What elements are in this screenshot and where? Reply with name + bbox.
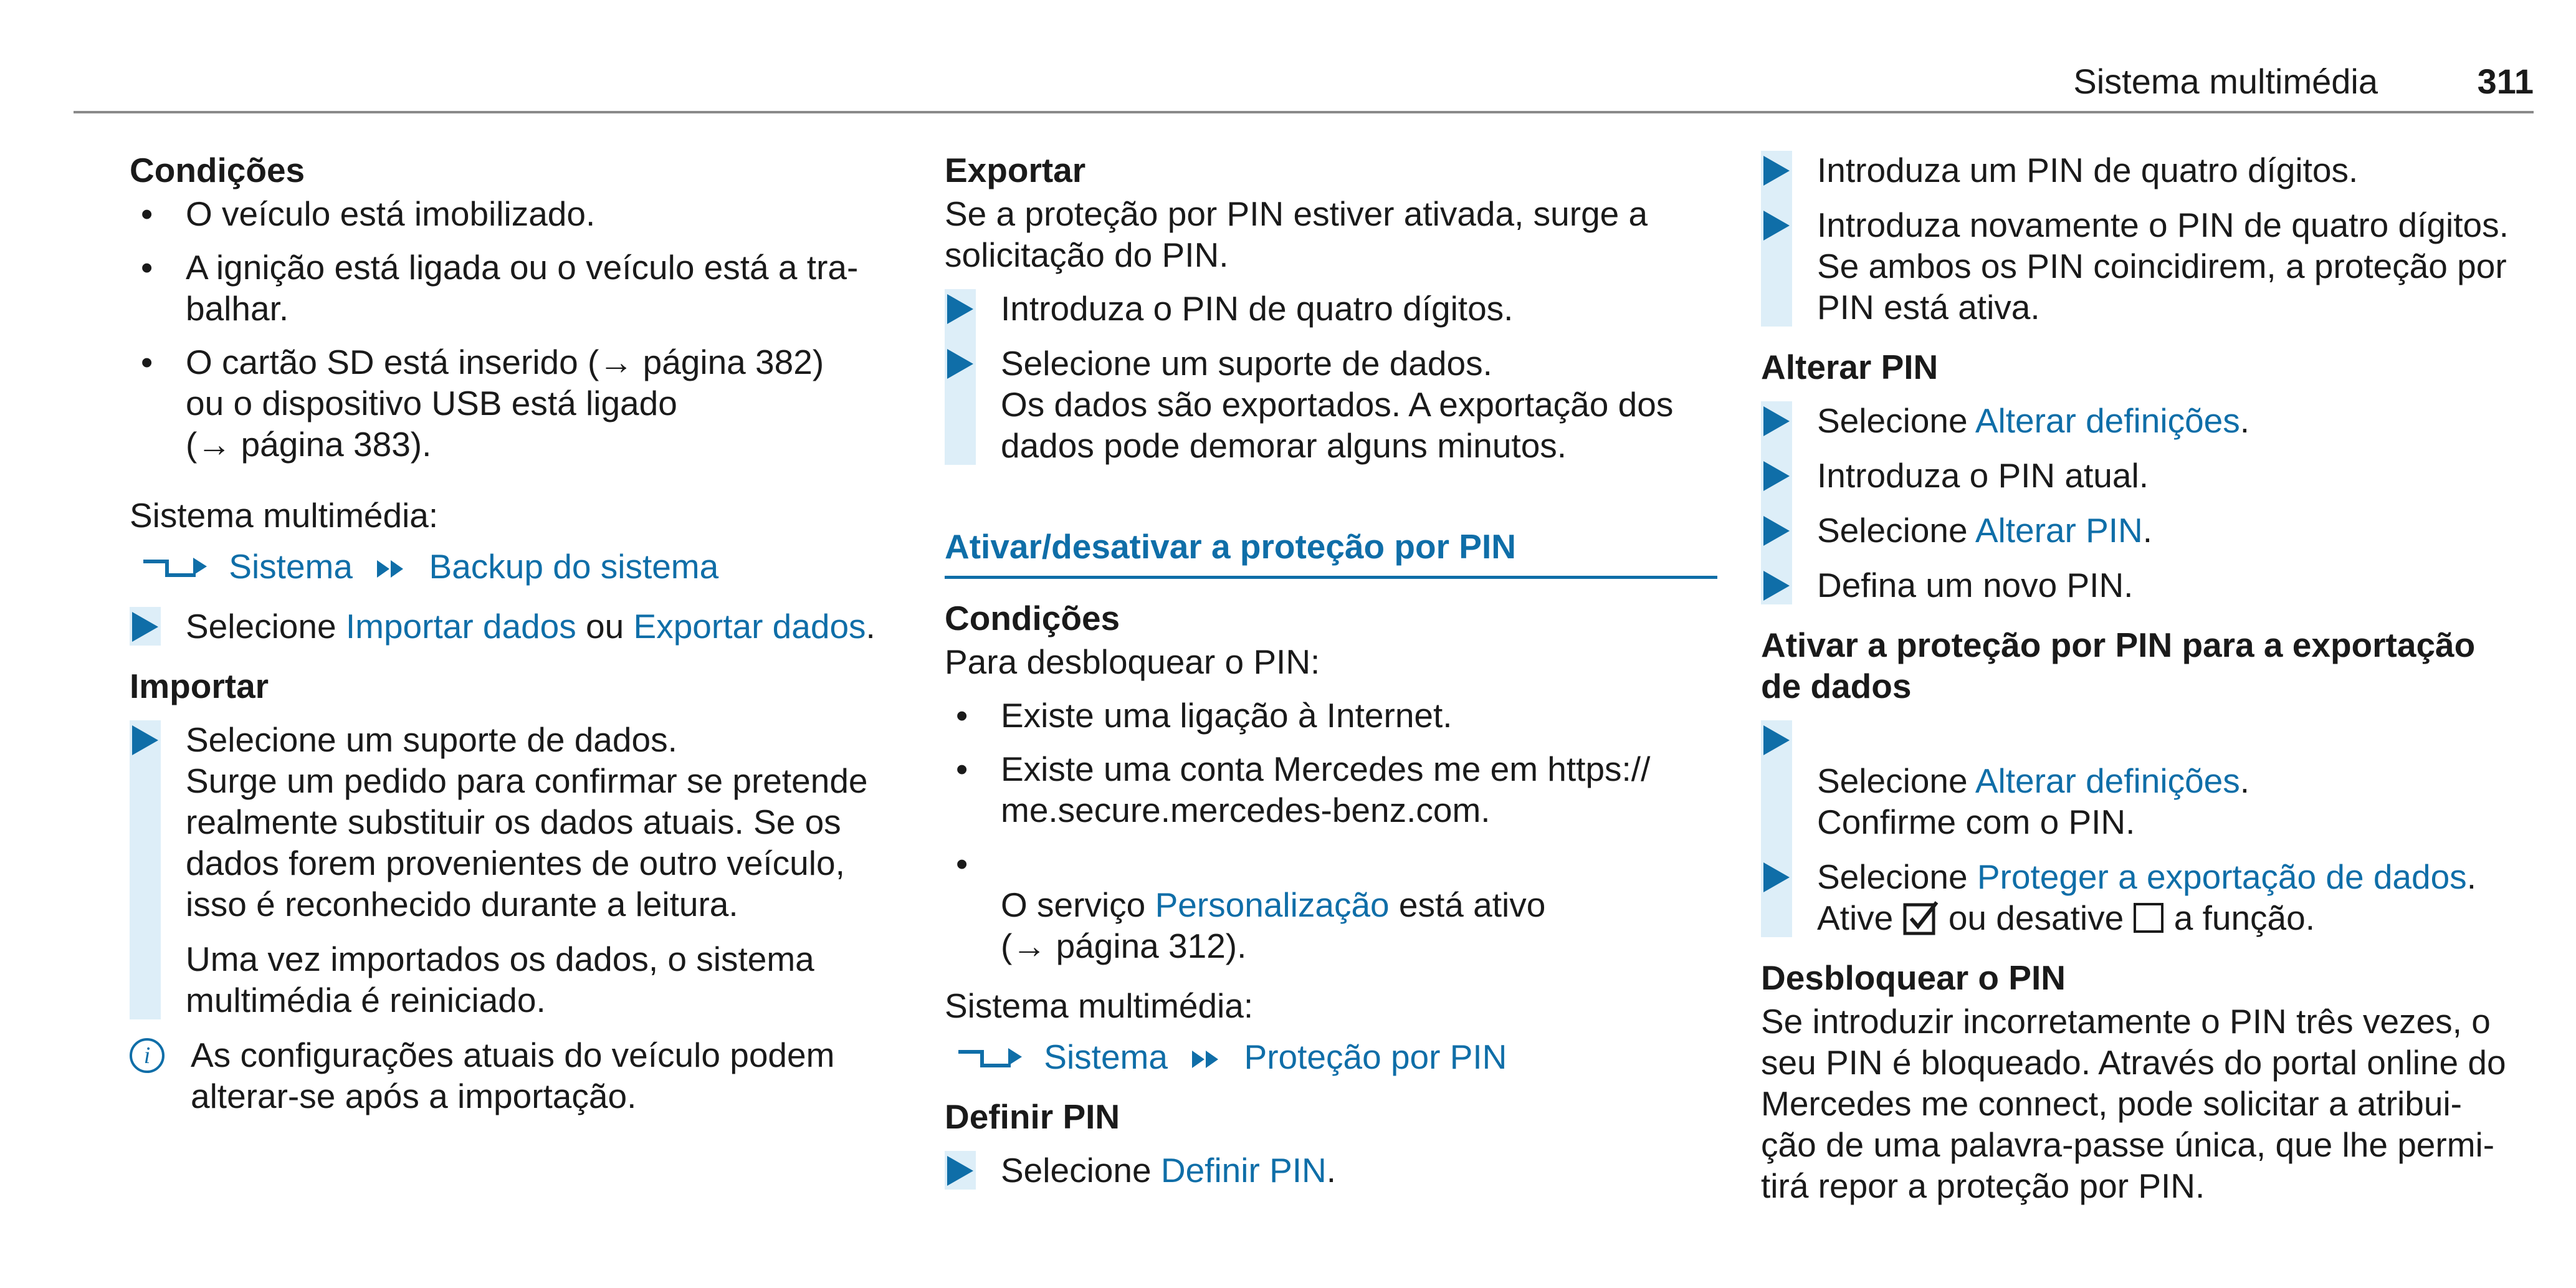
step-text: Selecione um suporte de dados. Os dados são exportados. A exportação dos dados pode demorar alguns minutos. (1001, 344, 1674, 465)
list-item (130, 247, 900, 329)
export-text: Se a proteção por PIN estiver ativada, surge a solicitação do PIN. (945, 194, 1648, 274)
menu-path (130, 546, 900, 587)
menu-item-pin-protection[interactable]: Proteção por PIN (1244, 1038, 1507, 1076)
export-steps (945, 288, 1717, 466)
page-number: 311 (2477, 62, 2534, 101)
step-arrow-icon (1763, 725, 1790, 755)
step-result: Uma vez importados os dados, o sistema multimédia é reiniciado. (186, 940, 814, 1019)
list-item (130, 193, 900, 234)
bullet-icon: • (141, 194, 153, 233)
step-arrow-icon (132, 725, 158, 755)
link-import-data[interactable]: Importar dados (345, 607, 576, 646)
step-arrow-icon (132, 612, 158, 642)
import-heading: Importar (130, 667, 269, 705)
step-item: Selecione Alterar definições. Confirme com o PIN. (1761, 719, 2534, 842)
note-text: As configurações atuais do veículo podem alterar-se após a importação. (191, 1036, 835, 1115)
column-1 (130, 150, 900, 1117)
bullet-icon: • (141, 343, 153, 381)
sysmenu-label: Sistema multimédia: (130, 496, 439, 535)
step-item: Selecione Alterar definições. (1761, 400, 2534, 441)
step-text: Introduza o PIN de quatro dígitos. (1001, 289, 1514, 328)
step-arrow-icon (1763, 156, 1790, 186)
menu-item-sistema[interactable]: Sistema (1044, 1038, 1168, 1076)
section-name: Sistema multimédia (2073, 62, 2378, 101)
info-icon: i (130, 1038, 165, 1073)
menu-item-backup[interactable]: Backup do sistema (429, 547, 719, 586)
sysmenu-label: Sistema multimédia: (945, 986, 1254, 1025)
link-change-pin[interactable]: Alterar PIN (1975, 511, 2143, 550)
step-arrow-icon (1763, 571, 1790, 601)
list-item (130, 341, 900, 465)
column-3 (1761, 150, 2534, 1206)
step-arrow-icon (1763, 516, 1790, 546)
import-steps (130, 719, 900, 1021)
bullet-icon: • (956, 844, 968, 883)
step-arrow-icon (1763, 461, 1790, 491)
step-item (945, 288, 1717, 329)
link-protect-export[interactable]: Proteger a exportação de dados (1977, 857, 2467, 896)
step-arrow-icon (947, 1156, 973, 1186)
step-item: Selecione Alterar PIN. (1761, 510, 2534, 551)
menu-arrow-icon (142, 555, 211, 583)
page-header (74, 54, 2534, 113)
list-item: • O serviço Personalização está ativo (→ página 312). (956, 844, 1546, 965)
column-2 (945, 150, 1717, 1191)
bullet-icon: • (956, 696, 968, 735)
list-item-text: A ignição está ligada ou o veículo está a tra- balhar. (186, 248, 859, 328)
change-pin-steps (1761, 400, 2534, 606)
export-heading: Exportar (945, 151, 1086, 189)
link-change-settings[interactable]: Alterar definições (1975, 401, 2240, 440)
change-pin-heading: Alterar PIN (1761, 348, 1939, 386)
conditions-heading: Condições (130, 151, 305, 189)
list-item: • Existe uma conta Mercedes me em https:// me.secure.mercedes-benz.com. (956, 750, 1651, 829)
step-item: Introduza um PIN de quatro dígitos. (1761, 150, 2534, 191)
checkbox-checked-icon (1903, 900, 1939, 936)
bullet-icon: • (956, 750, 968, 788)
list-item-text: O veículo está imobilizado. (186, 194, 596, 233)
step-arrow-icon (1763, 406, 1790, 436)
step-item: Selecione Proteger a exportação de dados. Ative ou desative a função. (1761, 856, 2534, 938)
step-item (945, 343, 1717, 466)
unlock-label: Para desbloquear o PIN: (945, 642, 1320, 681)
step-item: Introduza o PIN atual. (1761, 455, 2534, 496)
define-steps (945, 1150, 1717, 1191)
step-text: Selecione um suporte de dados. Surge um pedido para confirmar se pretende realmente substituir os dados atuais. Se os dados forem provenientes de outro veículo, isso é reconhecido durante a leitura. (186, 720, 868, 923)
menu-path (945, 1036, 1717, 1077)
double-chevron-icon (373, 555, 411, 583)
link-change-settings[interactable]: Alterar definições (1975, 761, 2240, 800)
link-personalizacao[interactable]: Personalização (1155, 885, 1390, 924)
list-item: • Existe uma ligação à Internet. (956, 696, 1453, 735)
step-item: Defina um novo PIN. (1761, 565, 2534, 606)
select-step-block (130, 606, 900, 647)
section-title: Ativar/desativar a proteção por PIN (945, 526, 1717, 579)
step-item (130, 719, 900, 925)
step-item: Selecione Definir PIN. (945, 1150, 1717, 1191)
unlock-pin-heading: Desbloquear o PIN (1761, 958, 2066, 997)
step-arrow-icon (947, 349, 973, 379)
pin-entry-steps (1761, 150, 2534, 328)
define-pin-heading: Definir PIN (945, 1097, 1120, 1136)
checkbox-empty-icon (2133, 902, 2164, 933)
step-item: Selecione Importar dados ou Exportar dados. (130, 606, 900, 647)
conditions-heading: Condições (945, 599, 1120, 637)
step-item: Introduza novamente o PIN de quatro dígitos. Se ambos os PIN coincidirem, a proteção por PIN está ativa. (1761, 204, 2534, 328)
list-item-text: O cartão SD está inserido (→ página 382) ou o dispositivo USB está ligado (→ página 383). (186, 343, 824, 464)
double-chevron-icon (1188, 1046, 1226, 1073)
info-note (130, 1034, 900, 1117)
protect-export-heading: Ativar a proteção por PIN para a exportação de dados (1761, 626, 2476, 705)
menu-item-sistema[interactable]: Sistema (229, 547, 353, 586)
link-export-data[interactable]: Exportar dados (633, 607, 866, 646)
menu-arrow-icon (957, 1046, 1026, 1073)
step-arrow-icon (1763, 211, 1790, 241)
bullet-icon: • (141, 248, 153, 287)
protect-export-steps (1761, 719, 2534, 938)
link-define-pin[interactable]: Definir PIN (1160, 1151, 1327, 1190)
step-arrow-icon (947, 294, 973, 324)
step-arrow-icon (1763, 862, 1790, 892)
unlock-pin-text: Se introduzir incorretamente o PIN três vezes, o seu PIN é bloqueado. Através do portal online do Mercedes me connect, pode solicitar a atribui- ção de uma palavra-passe única, que lhe permi- tirá repor a proteção por PIN. (1761, 1002, 2506, 1205)
